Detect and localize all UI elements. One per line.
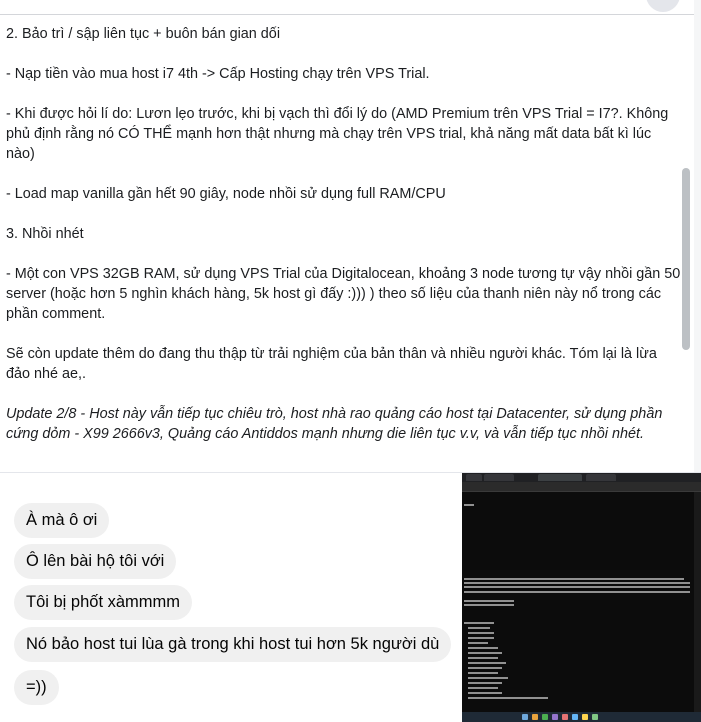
taskbar-app-icon [592,714,598,720]
chat-bubble: À mà ô ơi [14,503,109,538]
chat-screenshot [0,473,462,722]
taskbar-app-icon [532,714,538,720]
post-paragraph: Sẽ còn update thêm do đang thu thập từ trải nghiệm của bản thân và nhiều người khác. Tóm lại là lừa đảo nhé ae,. [6,346,657,382]
taskbar [462,712,701,722]
chat-bubble: =)) [14,670,59,705]
chat-bubble: Tôi bị phốt xàmmmm [14,585,192,620]
post-paragraph: 3. Nhồi nhét [6,226,84,242]
post-update-note: Update 2/8 - Host này vẫn tiếp tục chiêu trò, host nhà rao quảng cáo host tại Datacenter, sử dụng phần cứng dỏm - X99 2666v3, Quảng cáo Antiddos mạnh nhưng die liên tục v.v, và vẫn tiếp tục nhồi nhét. [6,406,663,442]
post-paragraph: 2. Bảo trì / sập liên tục + buôn bán gian dối [6,26,281,42]
taskbar-app-icon [522,714,528,720]
browser-tab [586,474,616,481]
taskbar-app-icon [562,714,568,720]
browser-tab [466,474,482,481]
post-paragraph: - Nạp tiền vào mua host i7 4th -> Cấp Hosting chạy trên VPS Trial. [6,66,430,82]
browser-tab [538,474,582,481]
post-paragraph: - Load map vanilla gần hết 90 giây, node nhồi sử dụng full RAM/CPU [6,186,446,202]
taskbar-app-icon [572,714,578,720]
terminal-window [462,492,694,712]
browser-tab [484,474,514,481]
taskbar-app-icon [582,714,588,720]
post-top-edge [0,0,694,15]
scrollbar-track[interactable] [694,0,701,472]
chat-bubble: Ô lên bài hộ tôi với [14,544,176,579]
taskbar-app-icon [552,714,558,720]
post-paragraph: - Khi được hỏi lí do: Lươn lẹo trước, khi bị vạch thì đổi lý do (AMD Premium trên VPS Trial = I7?. Không phủ định rằng nó CÓ THỂ mạnh hơn thật nhưng mà chạy trên VPS trial, khả năng mất data bất kì lúc nào) [6,106,669,162]
chat-bubble: Nó bảo host tui lùa gà trong khi host tui hơn 5k người dù [14,627,451,662]
terminal-screenshot-image [462,473,701,722]
browser-tab-bar [462,473,701,482]
post-paragraph: - Một con VPS 32GB RAM, sử dụng VPS Trial của Digitalocean, khoảng 3 node tương tự vậy nhồi gần 50 server (hoặc hơn 5 nghìn khách hàng, 5k host gì đấy :))) ) theo số liệu của thanh niên này nổ trong các phần comment. [6,266,681,322]
browser-toolbar [462,482,701,492]
scrollbar-thumb[interactable] [682,168,690,350]
taskbar-app-icon [542,714,548,720]
post-body [6,24,682,464]
terminal-scrollbar [694,492,701,712]
taskbar-clock [680,713,698,721]
